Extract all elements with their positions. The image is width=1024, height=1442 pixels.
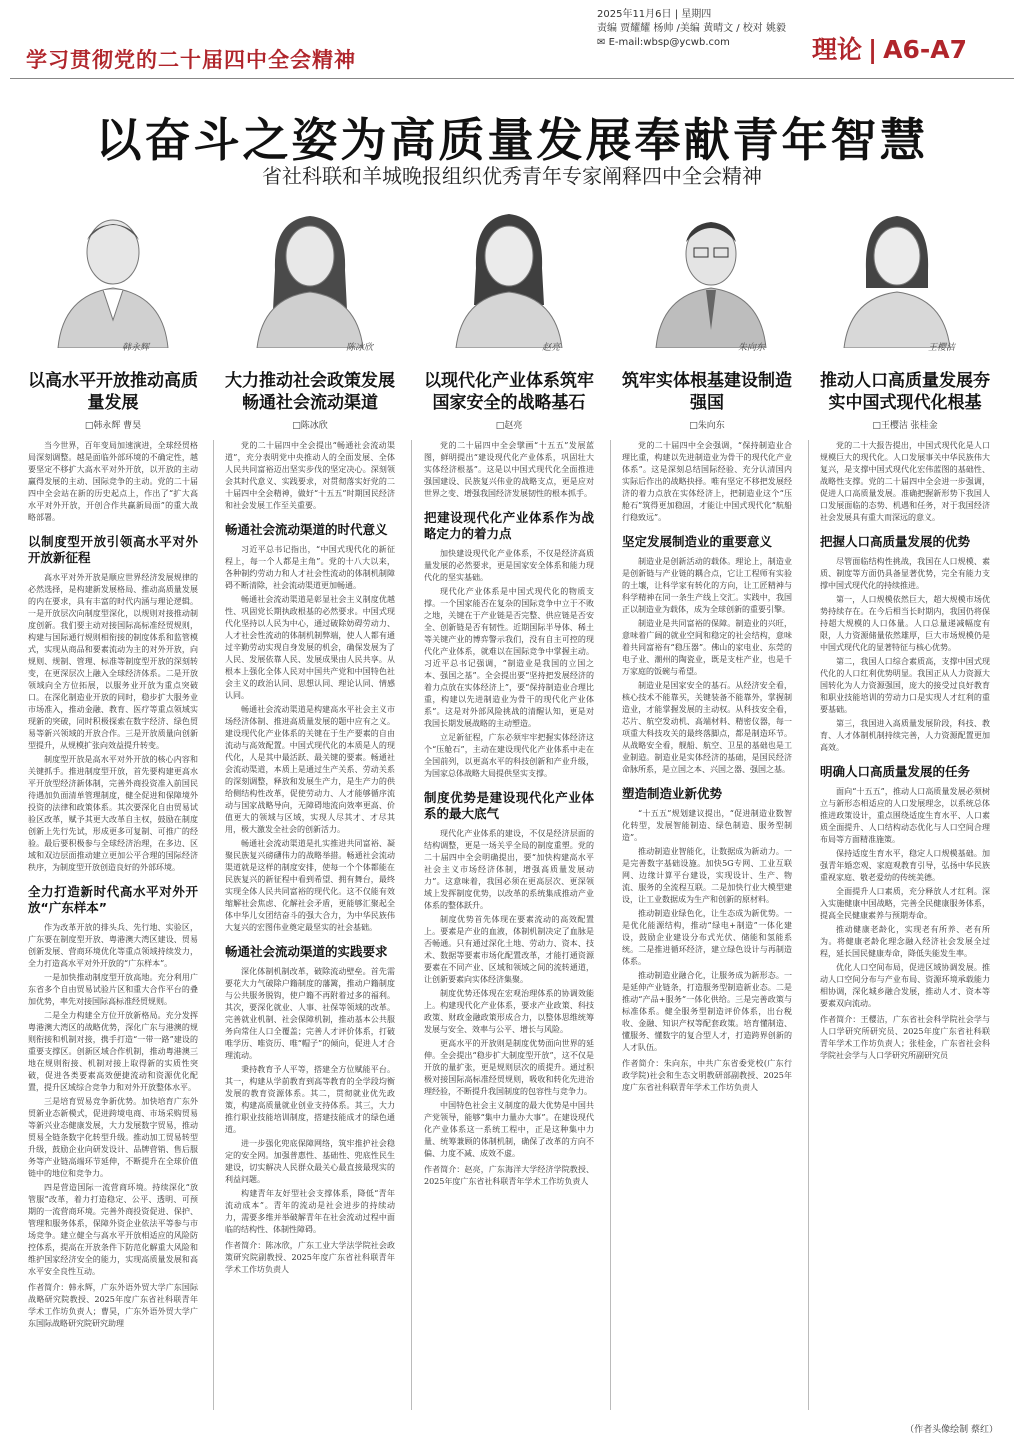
author-portrait [235, 200, 385, 348]
article-title: 以高水平开放推动高质量发展 [28, 371, 198, 413]
author-signature: 韩永辉 [122, 343, 150, 353]
paragraph: 畅通社会流动渠道是扎实推进共同富裕、凝聚民族复兴磅礴伟力的战略举措。畅通社会流动渠道就是这样的制度安排，使每一个个体都能在民族复兴的新征程中看到希望、拥有舞台，最终实现全体人民共同富裕的现代化。这不仅能有效缩解社会焦虑、化解社会矛盾，更能够汇聚起全体中华儿女团结奋斗的强大合力，为中华民族伟大复兴的宏图伟业奠定最坚实的社会基础。 [225, 839, 395, 932]
paragraph: 现代化产业体系是中国式现代化的物质支撑。一个国家能否在复杂的国际竞争中立于不败之地，关键在于产业链是否完整、供应链是否安全、创新链是否有韧性。近期国际半导体、稀土等关键产业的博弈警示我们，没有自主可控的现代化产业体系，就难以在国际竞争中掌握主动。习近平总书记强调，“制造业是我国的立国之本、强国之基”。全会提出要“坚持把发展经济的着力点放在实体经济上”，要“保持制造业合理比重，构建以先进制造业为骨干的现代化产业体系”。这是对外部风险挑战的清醒认知，更是对我国长期发展战略的主动塑造。 [424, 587, 594, 728]
paragraph: “十五五”规划建议提出，“促进制造业数智化转型，发展智能制造、绿色制造、服务型制造”。 [622, 809, 792, 842]
paragraph: 面向“十五五”，推动人口高质量发展必须树立与新形态相适应的人口发展理念，以系统总体推进政策设计，重点围绕适度生育水平、人口素质全面提升、人口结构动态优化与人口空间合理布局等方面精准施策。 [820, 787, 990, 844]
paragraph: 作为改革开放的排头兵、先行地、实验区，广东要在制度型开放、粤港澳大湾区建设、贸易创新发展、营商环境优化等重点领域持续发力，全力打造高水平对外开放的“广东样本”。 [28, 923, 198, 968]
author-portrait [38, 200, 188, 348]
paragraph: 制度优势首先体现在要素流动的高效配置上。要素是产业的血液，体制机制决定了血脉是否畅通。只有通过深化土地、劳动力、资本、技术、数据等要素市场化配置改革，才能打通资源要素在不同产业、区域和领域之间的流转通道，让创新要素向实体经济集聚。 [424, 915, 594, 984]
paragraph: 更高水平的开放则是制度优势面向世界的延伸。全会提出“稳步扩大制度型开放”，这不仅是开放的量扩张，更是规则层次的质提升。通过积极对接国际高标准经贸规则，吸收和转化先进治理经验，不断提升我国制度的包容性与竞争力。 [424, 1039, 594, 1096]
article-title: 大力推动社会政策发展畅通社会流动渠道 [225, 371, 395, 413]
paragraph: 全面提升人口素质，充分释放人才红利。深入实施健康中国战略，完善全民健康服务体系，提高全民健康素养与预期寿命。 [820, 887, 990, 920]
column-divider [213, 440, 214, 1410]
section-heading: 塑造制造业新优势 [622, 786, 723, 801]
paragraph: 习近平总书记指出，“中国式现代化的新征程上，每一个人都是主角”。党的十八大以来，各种制约劳动力和人才社会性流动的体制机制障碍不断清除，社会流动渠道更加畅通。 [225, 545, 395, 590]
article-body [225, 440, 395, 1278]
author-signature: 赵亮 [542, 343, 561, 353]
paragraph: 高水平对外开放是顺应世界经济发展规律的必然选择，是构建新发展格局、推动高质量发展的内在要求，具有丰富的时代内涵与理论逻辑。一是开放层次向制度型深化，以规则对接推动制度创新。我们要主动对接国际高标准经贸规则，构建与国际通行规则相衔接的制度体系和监管模式，实现从商品和要素流动为主的对外开放，向规则、规制、管理、标准等制度型开放的深刻转变，在更深层次上融入全球经济体系。二是开放领域向全方位拓展，以服务业开放为重点突破口。在深化制造业开放的同时，稳步扩大服务业市场准入，推动金融、教育、医疗等重点领域实现新的突破，同时积极探索在数字经济、绿色贸易等新兴领域的开放合作。三是开放质量向创新型提升，从规模扩张向效益提升转变。 [28, 573, 198, 750]
paragraph: 一是加快推动制度型开放高地。充分利用广东省多个自由贸易试验片区和重大合作平台的叠加优势，率先对接国际高标准经贸规则。 [28, 973, 198, 1006]
subheadline: 省社科联和羊城晚报组织优秀青年专家阐释四中全会精神 [262, 164, 762, 188]
article-header [820, 370, 990, 431]
author-note: 作者简介：赵亮，广东海洋大学经济学院教授、2025年度广东省社科联青年学术工作坊负责人 [424, 1165, 594, 1186]
section-heading: 把建设现代化产业体系作为战略定力的着力点 [424, 510, 594, 541]
paragraph: 立足新征程，广东必须牢牢把握实体经济这个“压舱石”，主动在建设现代化产业体系中走在全国前列，以更高水平的科技创新和产业升级，为国家总体战略大局提供坚实支撑。 [424, 733, 594, 778]
paragraph: 保持适度生育水平，稳定人口规模基础。加强青年婚恋观、家庭观教育引导，弘扬中华民族重视家庭、敬老爱幼的传统美德。 [820, 849, 990, 882]
article-header [28, 370, 198, 431]
paragraph: 党的二十届四中全会提出“畅通社会流动渠道”，充分表明党中央推动人的全面发展、全体人民共同富裕迈出坚实步伐的坚定决心。深刻领会其时代意义、实践要求，对贯彻落实好党的二十届四中全会精神，做好“十五五”时期国民经济和社会发展工作至关重要。 [225, 441, 395, 510]
divider: | [868, 35, 878, 64]
paragraph: 制造业是创新活动的载体。理论上，制造业是创新链与产业链的耦合点，它让工程师有实验的土壤，让科学家有转化的方向，让工匠精神与科学精神在同一条生产线上交汇。实践中，我国正以制造业为载体，成为全球创新的重要引擎。 [622, 557, 792, 614]
paragraph: 第一，人口规模依然巨大，超大规模市场优势持续存在。在今后相当长时期内，我国仍将保持超大规模的人口体量。人口总量递减幅度有限，人力资源储量依然雄厚，巨大市场规模仍是中国式现代化的显著特征与核心优势。 [820, 595, 990, 652]
article-byline: □陈冰欣 [292, 421, 328, 431]
paragraph: 加快建设现代化产业体系，不仅是经济高质量发展的必然要求，更是国家安全体系和能力现代化的坚实基础。 [424, 549, 594, 582]
author-portrait [822, 200, 972, 348]
paragraph: 党的二十大报告提出，中国式现代化是人口规模巨大的现代化。人口发展事关中华民族伟大复兴，是支撑中国式现代化宏伟蓝图的基础性、战略性支撑。党的二十届四中全会进一步强调，促进人口高质量发展。准确把握新形势下我国人口发展面临的态势、机遇和任务，对于我国经济社会发展具有重大而深远的意义。 [820, 441, 990, 522]
article-title: 筑牢实体根基建设制造强国 [622, 371, 792, 413]
paragraph: 制度型开放是高水平对外开放的核心内容和关键抓手。推进制度型开放，首先要构建更高水平开放型经济新体制，完善外商投资准入前国民待遇加负面清单管理制度，健全促进和保障境外投资的法律和政策体系。其次要深化自由贸易试验区改革，赋予其更大改革自主权，鼓励在制度创新上先行先试，形成更多可复制、可推广的经验。最后要积极参与全球经济治理，在多边、区域和双边层面推动建立更加公平合理的国际经济秩序，为制度型开放创造良好的外部环境。 [28, 755, 198, 872]
author-portrait [636, 200, 786, 348]
paragraph: 推动制造业融合化，让服务成为新形态。一是延伸产业链条，打造服务型制造新业态。二是推动“产品+服务”一体化供给。三是完善政策与标准体系。健全服务型制造评价体系，出台税收、金融、知识产权等配套政策。培育懂制造、懂服务、懂数字的复合型人才，打造跨界创新的人才队伍。 [622, 971, 792, 1052]
headline: 以奋斗之姿为高质量发展奉献青年智慧 [95, 113, 929, 167]
section-heading: 全力打造新时代高水平对外开放“广东样本” [28, 884, 198, 915]
author-note: 作者简介：韩永辉，广东外语外贸大学广东国际战略研究院教授、2025年度广东省社科联青年学术工作坊负责人；曹昊，广东外语外贸大学广东国际战略研究院研究助理 [28, 1283, 198, 1328]
paragraph: 推动制造业绿色化，让生态成为新优势。一是优化能源结构，推动“绿电+制造”一体化建设，鼓励企业建设分布式光伏、储能和氢能系统。二是推进循环经济，建立绿色设计与再制造体系。 [622, 909, 792, 966]
paragraph: 制造业是国家安全的基石。从经济安全看，核心技术不能靠买，关键装备不能靠外，掌握制造业，才能掌握发展的主动权。从科技安全看，芯片、航空发动机、高端材料、精密仪器，每一项重大科技攻关的最终落脚点，都是制造环节。从战略安全看，舰船、航空、卫星的基础也是工业制造。制造业是实体经济的基础，是国民经济命脉所系，是立国之本、兴国之器、强国之基。 [622, 681, 792, 774]
article-body [622, 440, 792, 1096]
paragraph: 党的二十届四中全会强调，“保持制造业合理比重，构建以先进制造业为骨干的现代化产业体系”。这是深刻总结国际经验、充分认清国内实际后作出的战略抉择。唯有坚定不移把发展经济的着力点放在实体经济上，把制造业这个“压舱石”筑得更加稳固，才能让中国式现代化“航船行稳致远”。 [622, 441, 792, 522]
paragraph: 构建青年友好型社会支撑体系，降低“青年流动成本”。青年的流动是社会进步的持续动力，需要多维并举破解青年在社会流动过程中面临的结构性、体制性障碍。 [225, 1189, 395, 1234]
page-label [812, 30, 967, 66]
article-byline: □朱向东 [689, 421, 725, 431]
article-byline: □赵亮 [495, 421, 523, 431]
article-body [424, 440, 594, 1190]
paragraph: 二是全力构建全方位开放新格局。充分发挥粤港澳大湾区的战略优势，深化广东与港澳的规则衔接和机制对接，携手打造“一带一路”建设的重要支撑区。创新区域合作机制，推动粤港澳三地在规则衔接、机制对接上取得新的实质性突破，促进各类要素高效便捷流动和资源优化配置，提升区域综合竞争力和对外开放整体水平。 [28, 1011, 198, 1092]
paragraph: 畅通社会流动渠道是构建高水平社会主义市场经济体制、推进高质量发展的题中应有之义。建设现代化产业体系的关键在于生产要素的自由流动与高效配置。中国式现代化的本质是人的现代化，人是其中最活跃、最关键的要素。畅通社会流动渠道，本质上是通过生产关系、劳动关系的深刻调整，释放和发展生产力，是生产力的供给侧结构性改革，促使劳动力、人才能够循序流动与国家战略导向，无障碍地流向效率更高、价值更大的领域与区域，实现人尽其才、才尽其用，极大激发全社会的创新活力。 [225, 705, 395, 834]
section-heading: 畅通社会流动渠道的时代意义 [225, 522, 388, 537]
section-heading: 制度优势是建设现代化产业体系的最大底气 [424, 790, 594, 821]
author-note: 作者简介：朱向东，中共广东省委党校(广东行政学院)社会和生态文明教研部副教授、2025年度广东省社科联青年学术工作坊负责人 [622, 1059, 792, 1092]
section-heading: 坚定发展制造业的重要意义 [622, 534, 773, 549]
illustration-credit: （作者头像绘制 蔡红） [905, 1425, 998, 1435]
email-address[interactable]: E-mail:wbsp@ycwb.com [608, 37, 730, 48]
editor-line: 责编 贾耀耀 杨帅 /美编 黄晴文 / 校对 姚毅 [597, 23, 786, 34]
email-line [597, 36, 786, 50]
author-signature: 王樱洁 [928, 343, 956, 353]
email-icon: ✉ [597, 37, 606, 48]
paragraph: 现代化产业体系的建设，不仅是经济层面的结构调整，更是一场关乎全局的制度重塑。党的二十届四中全会明确提出，要“加快构建高水平社会主义市场经济体制，增强高质量发展动力”。这意味着，我国必须在更高层次、更深领域上发挥制度优势，以改革的系统集成推动产业体系的整体跃升。 [424, 829, 594, 910]
section-name: 理论 [812, 35, 863, 64]
paragraph: 秉持教育予人平等，搭建全方位赋能平台。其一，构建从学前教育到高等教育的全学段均衡发展的教育资源体系。其二，贯彻就业优先政策，构建高质量就业创业支持体系。其三，大力推行职业技能培训制度，搭建技能成才的绿色通道。 [225, 1065, 395, 1134]
column-divider [411, 440, 412, 1410]
paragraph: 第三，我国进入高质量发展阶段，科技、教育、人才体制机制持续完善，人力资源配置更加高效。 [820, 719, 990, 752]
paragraph: 党的二十届四中全会擘画“十五五”发展蓝图，鲜明提出“建设现代化产业体系，巩固壮大实体经济根基”。这是以中国式现代化全面推进强国建设、民族复兴伟业的战略支点，更是应对世界之变、增强我国经济发展韧性的根本抓手。 [424, 441, 594, 498]
paragraph: 第二，我国人口综合素质高，支撑中国式现代化的人口红利优势明显。我国正从人力资源大国转化为人力资源强国，庞大的接受过良好教育和职业技能培训的劳动力口是实现人才红利的重要基础。 [820, 657, 990, 714]
article-byline: □韩永辉 曹昊 [84, 421, 142, 431]
paragraph: 优化人口空间布局，促进区域协调发展。推动人口空间分布与产业布局、资源环境承载能力相协调，深化城乡融合发展，推动人才、资本等要素双向流动。 [820, 963, 990, 1008]
section-heading: 以制度型开放引领高水平对外开放新征程 [28, 534, 198, 565]
paragraph: 中国特色社会主义制度的最大优势是中国共产党领导，能够“集中力量办大事”。在建设现代化产业体系这一系统工程中，正是这种集中力量、统筹兼顾的体制机制，确保了改革的方向不偏、力度不减、成效不虚。 [424, 1101, 594, 1158]
paragraph: 推动健康老龄化，实现老有所养、老有所为。将健康老龄化理念融入经济社会发展全过程，延长国民健康寿命，降低失能发生率。 [820, 925, 990, 958]
article-body [820, 440, 990, 1064]
page-range: A6-A7 [883, 35, 968, 64]
paragraph: 制度优势还体现在宏观治理体系的协调效能上。构建现代化产业体系，要求产业政策、科技政策、财政金融政策形成合力，以整体思维统筹发展与安全、效率与公平、增长与风险。 [424, 989, 594, 1034]
paragraph: 进一步强化兜底保障网络，筑牢推护社会稳定的安全网。加强普惠性、基础性、兜底性民生建设，切实解决人民群众最关心最直接最现实的利益问题。 [225, 1139, 395, 1184]
paragraph: 制造业是共同富裕的保障。制造业的兴旺，意味着广阔的就业空间和稳定的社会结构，意味着共同富裕有“稳压器”。佛山的家电业、东莞的电子业、潮州的陶瓷业，既是支柱产业，也是千万家庭的饭碗与希望。 [622, 619, 792, 676]
paragraph: 四是营造国际一流营商环境。持续深化“放管服”改革，着力打造稳定、公平、透明、可预期的一流营商环境。完善外商投资促进、保护、管理和服务体系，保障外资企业依法平等参与市场竞争。建立健全与高水平开放相适应的风险防控体系，提高在开放条件下防范化解重大风险和维护国家经济安全的能力，实现高质量发展和高水平安全良性互动。 [28, 1183, 198, 1276]
article-body [28, 440, 198, 1332]
article-byline: □王樱洁 张桂金 [872, 421, 938, 431]
author-note: 作者简介：王樱洁，广东省社会科学院社会学与人口学研究所研究员、2025年度广东省社科联青年学术工作坊负责人；张桂金，广东省社会科学院社会学与人口学研究所副研究员 [820, 1015, 990, 1060]
header-rule [10, 78, 1014, 79]
section-heading: 畅通社会流动渠道的实践要求 [225, 944, 388, 959]
paragraph: 三是培育贸易竞争新优势。加快培育广东外贸新业态新模式，促进跨境电商、市场采购贸易等新兴业态健康发展，大力发展数字贸易，推动贸易全链条数字化转型升级。推动加工贸易转型升级，鼓励企业向研发设计、品牌营销、售后服务等产业链高端环节延伸，不断提升在全球价值链中的地位和竞争力。 [28, 1097, 198, 1178]
paragraph: 推动制造业智能化，让数据成为新动力。一是完善数字基础设施。加快5G专网、工业互联网、边缘计算平台建设，实现设计、生产、物流、服务的全流程互联。二是加快行业大模型建设，让工业数据成为生产和创新的原材料。 [622, 847, 792, 904]
author-signature: 陈冰欣 [346, 343, 374, 353]
author-note: 作者简介：陈冰欣，广东工业大学法学院社会政策研究院副教授、2025年度广东省社科联青年学术工作坊负责人 [225, 1241, 395, 1274]
article-header [424, 370, 594, 431]
header-meta [597, 8, 786, 50]
article-header [225, 370, 395, 431]
author-portrait [434, 200, 584, 348]
column-divider [610, 440, 611, 1410]
paragraph: 深化体制机制改革，破除流动壁垒。首先需要花大力气破除户籍制度的藩篱，推动户籍制度与公共服务脱钩，使户籍不再附着过多的福利。其次，要深化就业、人事、社保等领域的改革。完善就业机制、社会保障机制，推动基本公共服务向常住人口全覆盖；完善人才评价体系，打破唯学历、唯资历、唯“帽子”的倾向，促进人才合理流动。 [225, 967, 395, 1060]
section-heading: 把握人口高质量发展的优势 [820, 534, 971, 549]
article-title: 以现代化产业体系筑牢国家安全的战略基石 [424, 371, 594, 413]
article-header [622, 370, 792, 431]
article-title: 推动人口高质量发展夯实中国式现代化根基 [820, 371, 990, 413]
section-banner: 学习贯彻党的二十届四中全会精神 [26, 48, 356, 72]
author-signature: 朱向东 [738, 343, 766, 353]
paragraph: 当今世界，百年变局加速演进，全球经贸格局深刻调整。越是面临外部环境的不确定性，越要坚定不移扩大高水平对外开放，以开放的主动赢得发展的主动、国际竞争的主动。党的二十届四中全会站在新的历史起点上，作出了“扩大高水平对外开放，开创合作共赢新局面”的重大战略部署。 [28, 441, 198, 522]
paragraph: 畅通社会流动渠道是彰显社会主义制度优越性、巩固党长期执政根基的必然要求。中国式现代化坚持以人民为中心，通过破除妨碍劳动力、人才社会性流动的体制机制弊端，使人人都有通过辛勤劳动实现自身发展的机会，确保发展为了人民、发展依靠人民、发展成果由人民共享。从根本上强化全体人民对中国共产党和中国特色社会主义的政治认同、思想认同、理论认同、情感认同。 [225, 595, 395, 700]
column-divider [808, 440, 809, 1410]
date-line: 2025年11月6日 | 星期四 [597, 9, 712, 20]
section-heading: 明确人口高质量发展的任务 [820, 764, 971, 779]
paragraph: 尽管面临结构性挑战，我国在人口规模、素质、制度等方面仍具备显著优势，完全有能力支撑中国式现代化的持续推进。 [820, 557, 990, 590]
